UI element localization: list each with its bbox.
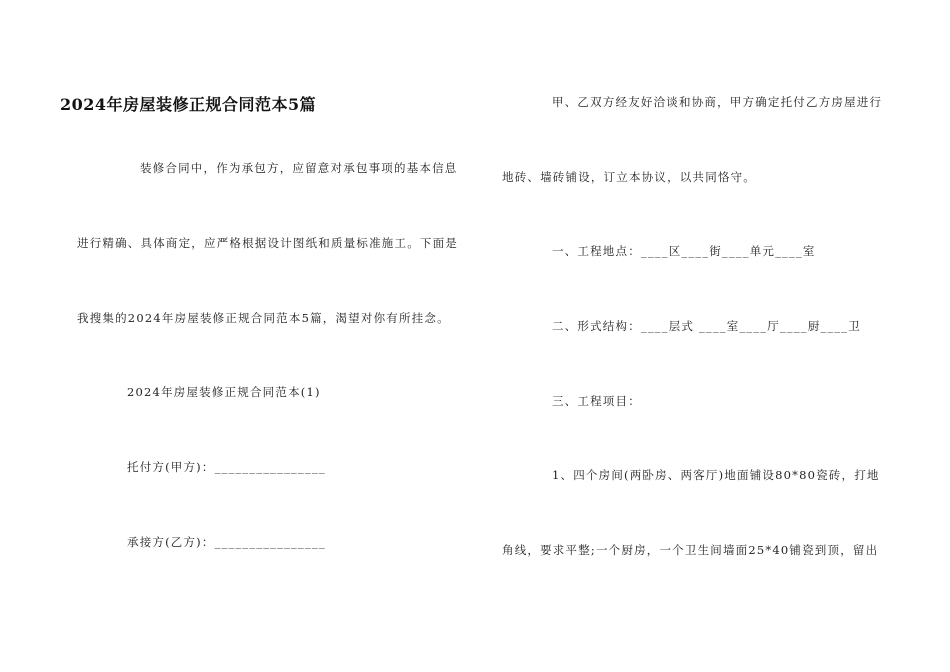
item-3-1-line-a: 1、四个房间(两卧房、两客厅)地面铺设80*80瓷砖，打地 bbox=[552, 468, 880, 482]
item-3-1-line-b: 角线，要求平整;一个厨房，一个卫生间墙面25*40铺瓷到顶，留出 bbox=[502, 543, 879, 557]
item-2-structure: 二、形式结构：____层式 ____室____厅____厨____卫 bbox=[552, 319, 861, 333]
right-line-1: 甲、乙双方经友好洽谈和协商，甲方确定托付乙方房屋进行 bbox=[552, 95, 883, 109]
intro-line-2: 进行精确、具体商定，应严格根据设计图纸和质量标准施工。下面是 bbox=[77, 236, 458, 250]
right-line-2: 地砖、墙砖铺设，订立本协议，以共同恪守。 bbox=[502, 170, 756, 184]
document-title: 2024年房屋装修正规合同范本5篇 bbox=[60, 95, 317, 114]
party-a-line: 托付方(甲方)：________________ bbox=[127, 460, 326, 474]
intro-line-1: 装修合同中，作为承包方，应留意对承包事项的基本信息 bbox=[140, 161, 458, 175]
item-1-location: 一、工程地点：____区____街____单元____室 bbox=[552, 244, 816, 258]
intro-line-3: 我搜集的2024年房屋装修正规合同范本5篇，渴望对你有所挂念。 bbox=[77, 311, 450, 325]
section-title: 2024年房屋装修正规合同范本(1) bbox=[127, 385, 321, 399]
item-3-heading: 三、工程项目： bbox=[552, 394, 641, 408]
party-b-line: 承接方(乙方)：________________ bbox=[127, 535, 326, 549]
